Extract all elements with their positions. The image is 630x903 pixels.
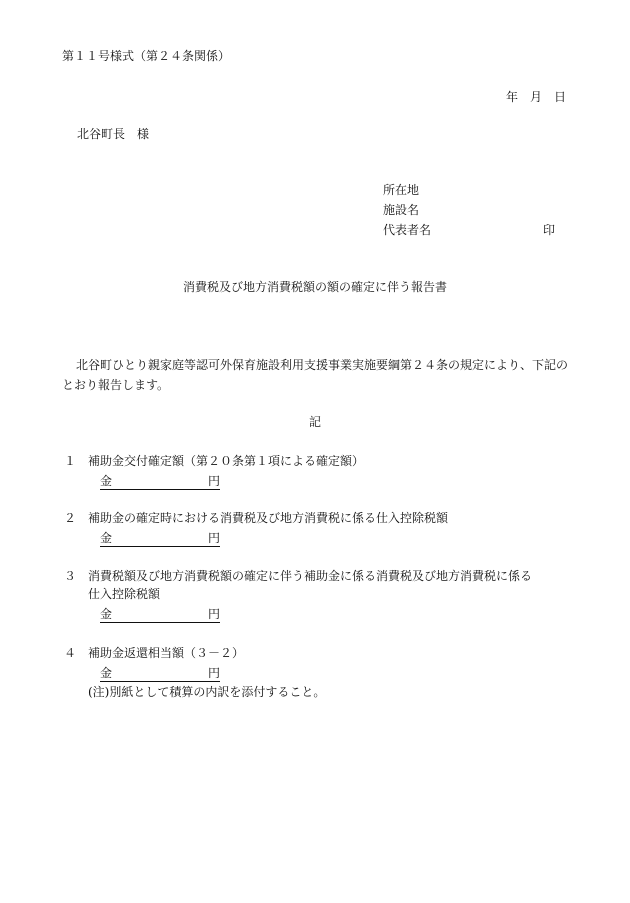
amount-line-1 [100, 473, 220, 490]
item-number: １ [64, 454, 77, 468]
item-number: ２ [64, 511, 77, 525]
item-number: ３ [64, 569, 77, 583]
amount-prefix: 金 [100, 474, 113, 488]
amount-prefix: 金 [100, 607, 113, 621]
date-field: 年 月 日 [506, 90, 567, 104]
amount-unit: 円 [207, 607, 220, 621]
facility-label: 施設名 [383, 203, 420, 217]
facility-row [383, 202, 555, 222]
ki-heading: 記 [308, 415, 321, 429]
amount-prefix: 金 [100, 666, 113, 680]
item-3-line2: 仕入控除税額 [88, 587, 161, 601]
item-text: 補助金の確定時における消費税及び地方消費税に係る仕入控除税額 [88, 511, 449, 525]
item-4 [64, 645, 244, 662]
document-title: 消費税及び地方消費税額の額の確定に伴う報告書 [182, 280, 447, 294]
amount-unit: 円 [207, 531, 220, 545]
amount-line-3 [100, 606, 220, 623]
sender-block [383, 182, 555, 242]
amount-unit: 円 [207, 474, 220, 488]
item-3 [64, 568, 532, 585]
item-1 [64, 453, 364, 470]
note: (注)別紙として積算の内訳を添付すること。 [88, 685, 326, 699]
seal-mark: 印 [543, 223, 556, 237]
item-text: 補助金返還相当額（３－２） [88, 646, 245, 660]
item-2 [64, 510, 448, 527]
addressee: 北谷町長 様 [77, 127, 150, 141]
location-row [383, 182, 555, 202]
representative-row [383, 222, 555, 242]
item-text: 消費税額及び地方消費税額の確定に伴う補助金に係る消費税及び地方消費税に係る [88, 569, 533, 583]
amount-prefix: 金 [100, 531, 113, 545]
body-text: 北谷町ひとり親家庭等認可外保育施設利用支援事業実施要綱第２４条の規定により、下記のとおり報告します。 [62, 358, 569, 392]
amount-line-4 [100, 665, 220, 682]
item-number: ４ [64, 646, 77, 660]
form-number: 第１１号様式（第２４条関係） [62, 49, 231, 63]
representative-label: 代表者名 [383, 223, 432, 237]
location-label: 所在地 [383, 183, 420, 197]
item-text: 補助金交付確定額（第２０条第１項による確定額） [88, 454, 365, 468]
amount-line-2 [100, 530, 220, 547]
amount-unit: 円 [207, 666, 220, 680]
